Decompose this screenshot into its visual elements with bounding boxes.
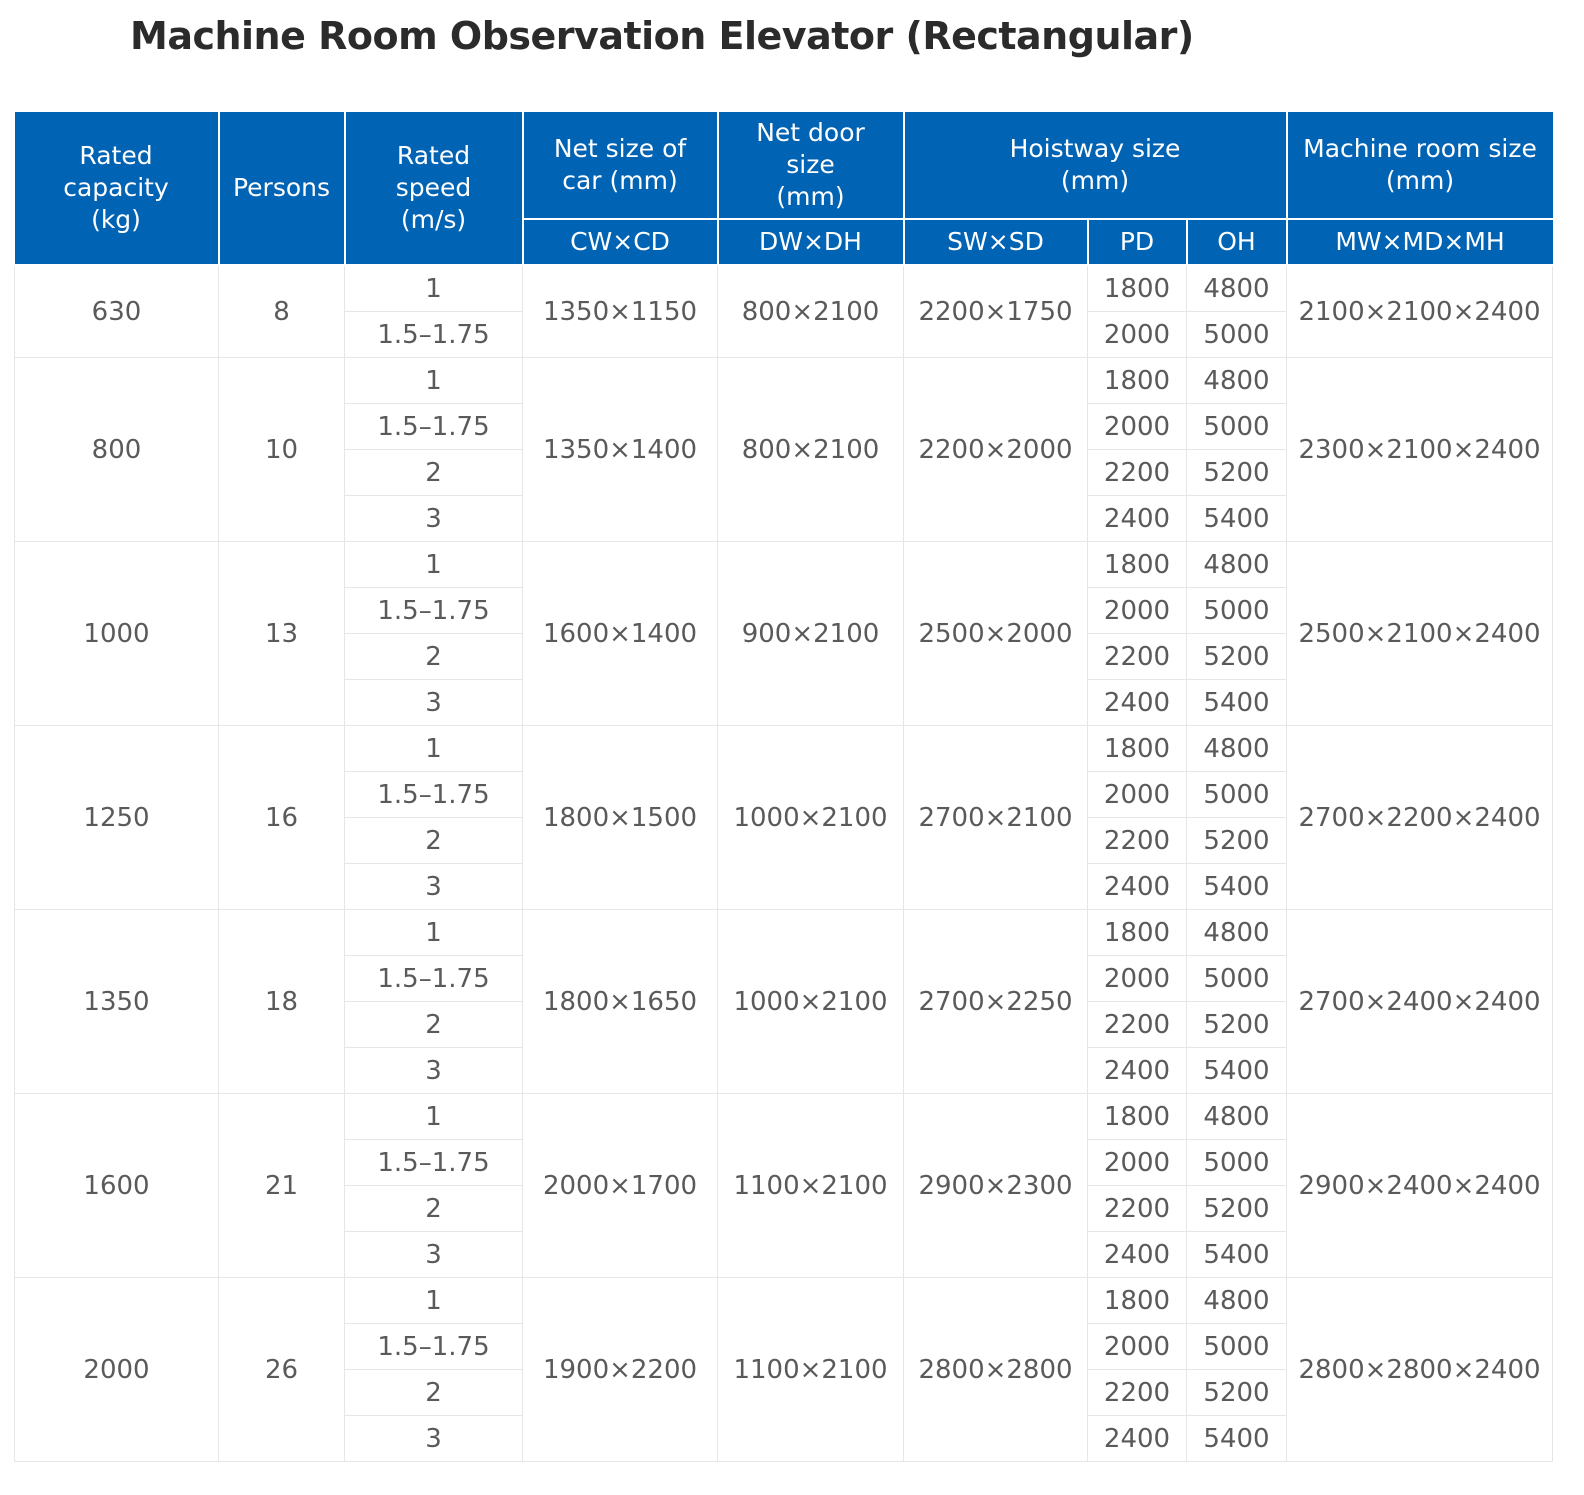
rated-capacity-cell: 1350 xyxy=(15,910,219,1094)
persons-cell: 8 xyxy=(219,265,345,358)
rated-speed-cell: 1.5–1.75 xyxy=(345,312,523,358)
rated-speed-cell: 2 xyxy=(345,634,523,680)
rated-capacity-cell: 2000 xyxy=(15,1278,219,1462)
persons-cell: 10 xyxy=(219,358,345,542)
table-row xyxy=(15,542,1553,588)
pd-cell: 2000 xyxy=(1088,404,1187,450)
machine-room-size-cell: 2700×2200×2400 xyxy=(1287,726,1553,910)
oh-cell: 4800 xyxy=(1187,1278,1287,1324)
subheader-oh: OH xyxy=(1187,219,1287,265)
hoistway-size-cell: 2800×2800 xyxy=(904,1278,1088,1462)
pd-cell: 2000 xyxy=(1088,588,1187,634)
net-door-size-cell: 1100×2100 xyxy=(718,1094,904,1278)
pd-cell: 1800 xyxy=(1088,1094,1187,1140)
oh-cell: 5000 xyxy=(1187,1324,1287,1370)
machine-room-size-cell: 2700×2400×2400 xyxy=(1287,910,1553,1094)
pd-cell: 1800 xyxy=(1088,910,1187,956)
rated-speed-cell: 1.5–1.75 xyxy=(345,772,523,818)
rated-speed-cell: 1.5–1.75 xyxy=(345,1140,523,1186)
pd-cell: 2000 xyxy=(1088,956,1187,1002)
rated-speed-cell: 2 xyxy=(345,1002,523,1048)
rated-speed-cell: 1.5–1.75 xyxy=(345,1324,523,1370)
table-row xyxy=(15,1094,1553,1140)
subheader-pd: PD xyxy=(1088,219,1187,265)
pd-cell: 2000 xyxy=(1088,1324,1187,1370)
oh-cell: 5400 xyxy=(1187,1232,1287,1278)
hoistway-size-cell: 2700×2100 xyxy=(904,726,1088,910)
oh-cell: 4800 xyxy=(1187,542,1287,588)
header-rated-capacity: Rated capacity (kg) xyxy=(15,112,219,265)
rated-speed-cell: 3 xyxy=(345,1232,523,1278)
net-door-size-cell: 800×2100 xyxy=(718,265,904,358)
pd-cell: 2200 xyxy=(1088,634,1187,680)
pd-cell: 2000 xyxy=(1088,772,1187,818)
machine-room-size-cell: 2800×2800×2400 xyxy=(1287,1278,1553,1462)
persons-cell: 16 xyxy=(219,726,345,910)
pd-cell: 2400 xyxy=(1088,680,1187,726)
pd-cell: 2200 xyxy=(1088,1002,1187,1048)
rated-speed-cell: 2 xyxy=(345,1186,523,1232)
hoistway-size-cell: 2700×2250 xyxy=(904,910,1088,1094)
hoistway-size-cell: 2500×2000 xyxy=(904,542,1088,726)
net-car-size-cell: 1350×1150 xyxy=(523,265,718,358)
persons-cell: 13 xyxy=(219,542,345,726)
header-hoistway-size: Hoistway size (mm) xyxy=(904,112,1287,219)
subheader-mw-md-mh: MW×MD×MH xyxy=(1287,219,1553,265)
net-door-size-cell: 1000×2100 xyxy=(718,726,904,910)
persons-cell: 18 xyxy=(219,910,345,1094)
table-row xyxy=(15,910,1553,956)
oh-cell: 4800 xyxy=(1187,726,1287,772)
oh-cell: 5000 xyxy=(1187,956,1287,1002)
header-machine-room-size: Machine room size (mm) xyxy=(1287,112,1553,219)
persons-cell: 26 xyxy=(219,1278,345,1462)
subheader-dw-dh: DW×DH xyxy=(718,219,904,265)
pd-cell: 2200 xyxy=(1088,1370,1187,1416)
subheader-cw-cd: CW×CD xyxy=(523,219,718,265)
table-row xyxy=(15,358,1553,404)
pd-cell: 2000 xyxy=(1088,1140,1187,1186)
header-persons: Persons xyxy=(219,112,345,265)
rated-speed-cell: 1.5–1.75 xyxy=(345,404,523,450)
subheader-sw-sd: SW×SD xyxy=(904,219,1088,265)
pd-cell: 2400 xyxy=(1088,1048,1187,1094)
net-door-size-cell: 1000×2100 xyxy=(718,910,904,1094)
rated-speed-cell: 3 xyxy=(345,680,523,726)
rated-speed-cell: 1.5–1.75 xyxy=(345,588,523,634)
oh-cell: 5400 xyxy=(1187,680,1287,726)
header-rated-speed: Rated speed (m/s) xyxy=(345,112,523,265)
machine-room-size-cell: 2500×2100×2400 xyxy=(1287,542,1553,726)
pd-cell: 1800 xyxy=(1088,358,1187,404)
rated-speed-cell: 2 xyxy=(345,1370,523,1416)
pd-cell: 1800 xyxy=(1088,1278,1187,1324)
rated-speed-cell: 3 xyxy=(345,864,523,910)
oh-cell: 5200 xyxy=(1187,1370,1287,1416)
oh-cell: 5000 xyxy=(1187,312,1287,358)
rated-speed-cell: 3 xyxy=(345,496,523,542)
pd-cell: 2200 xyxy=(1088,1186,1187,1232)
table-row xyxy=(15,265,1553,312)
pd-cell: 2000 xyxy=(1088,312,1187,358)
rated-capacity-cell: 800 xyxy=(15,358,219,542)
net-door-size-cell: 1100×2100 xyxy=(718,1278,904,1462)
oh-cell: 5200 xyxy=(1187,450,1287,496)
hoistway-size-cell: 2200×2000 xyxy=(904,358,1088,542)
header-net-car-size: Net size of car (mm) xyxy=(523,112,718,219)
rated-speed-cell: 1 xyxy=(345,265,523,312)
hoistway-size-cell: 2200×1750 xyxy=(904,265,1088,358)
pd-cell: 2400 xyxy=(1088,496,1187,542)
rated-capacity-cell: 1600 xyxy=(15,1094,219,1278)
persons-cell: 21 xyxy=(219,1094,345,1278)
rated-speed-cell: 1 xyxy=(345,726,523,772)
rated-speed-cell: 1 xyxy=(345,1094,523,1140)
header-net-door-size: Net door size (mm) xyxy=(718,112,904,219)
pd-cell: 2400 xyxy=(1088,1232,1187,1278)
oh-cell: 5400 xyxy=(1187,864,1287,910)
oh-cell: 5200 xyxy=(1187,1002,1287,1048)
net-car-size-cell: 1350×1400 xyxy=(523,358,718,542)
table-row xyxy=(15,1278,1553,1324)
rated-speed-cell: 1 xyxy=(345,1278,523,1324)
oh-cell: 5000 xyxy=(1187,772,1287,818)
rated-capacity-cell: 1000 xyxy=(15,542,219,726)
oh-cell: 5400 xyxy=(1187,1048,1287,1094)
pd-cell: 2200 xyxy=(1088,818,1187,864)
net-car-size-cell: 1600×1400 xyxy=(523,542,718,726)
rated-speed-cell: 1 xyxy=(345,358,523,404)
rated-speed-cell: 2 xyxy=(345,450,523,496)
oh-cell: 4800 xyxy=(1187,1094,1287,1140)
oh-cell: 4800 xyxy=(1187,358,1287,404)
pd-cell: 1800 xyxy=(1088,265,1187,312)
oh-cell: 5000 xyxy=(1187,1140,1287,1186)
machine-room-size-cell: 2100×2100×2400 xyxy=(1287,265,1553,358)
rated-speed-cell: 1 xyxy=(345,542,523,588)
oh-cell: 5400 xyxy=(1187,496,1287,542)
oh-cell: 4800 xyxy=(1187,910,1287,956)
hoistway-size-cell: 2900×2300 xyxy=(904,1094,1088,1278)
machine-room-size-cell: 2300×2100×2400 xyxy=(1287,358,1553,542)
oh-cell: 5200 xyxy=(1187,634,1287,680)
oh-cell: 5400 xyxy=(1187,1416,1287,1462)
rated-speed-cell: 1 xyxy=(345,910,523,956)
net-car-size-cell: 1800×1650 xyxy=(523,910,718,1094)
page-title: Machine Room Observation Elevator (Rectangular) xyxy=(130,14,1194,58)
spec-table-body xyxy=(15,265,1553,1462)
rated-capacity-cell: 630 xyxy=(15,265,219,358)
pd-cell: 2400 xyxy=(1088,1416,1187,1462)
rated-speed-cell: 1.5–1.75 xyxy=(345,956,523,1002)
spec-table xyxy=(14,112,1553,1462)
net-door-size-cell: 800×2100 xyxy=(718,358,904,542)
oh-cell: 5000 xyxy=(1187,404,1287,450)
pd-cell: 2400 xyxy=(1088,864,1187,910)
net-car-size-cell: 1900×2200 xyxy=(523,1278,718,1462)
rated-speed-cell: 3 xyxy=(345,1048,523,1094)
oh-cell: 5200 xyxy=(1187,818,1287,864)
net-door-size-cell: 900×2100 xyxy=(718,542,904,726)
oh-cell: 5200 xyxy=(1187,1186,1287,1232)
net-car-size-cell: 2000×1700 xyxy=(523,1094,718,1278)
oh-cell: 4800 xyxy=(1187,265,1287,312)
rated-capacity-cell: 1250 xyxy=(15,726,219,910)
rated-speed-cell: 2 xyxy=(345,818,523,864)
table-row xyxy=(15,726,1553,772)
net-car-size-cell: 1800×1500 xyxy=(523,726,718,910)
pd-cell: 2200 xyxy=(1088,450,1187,496)
oh-cell: 5000 xyxy=(1187,588,1287,634)
machine-room-size-cell: 2900×2400×2400 xyxy=(1287,1094,1553,1278)
pd-cell: 1800 xyxy=(1088,542,1187,588)
pd-cell: 1800 xyxy=(1088,726,1187,772)
rated-speed-cell: 3 xyxy=(345,1416,523,1462)
